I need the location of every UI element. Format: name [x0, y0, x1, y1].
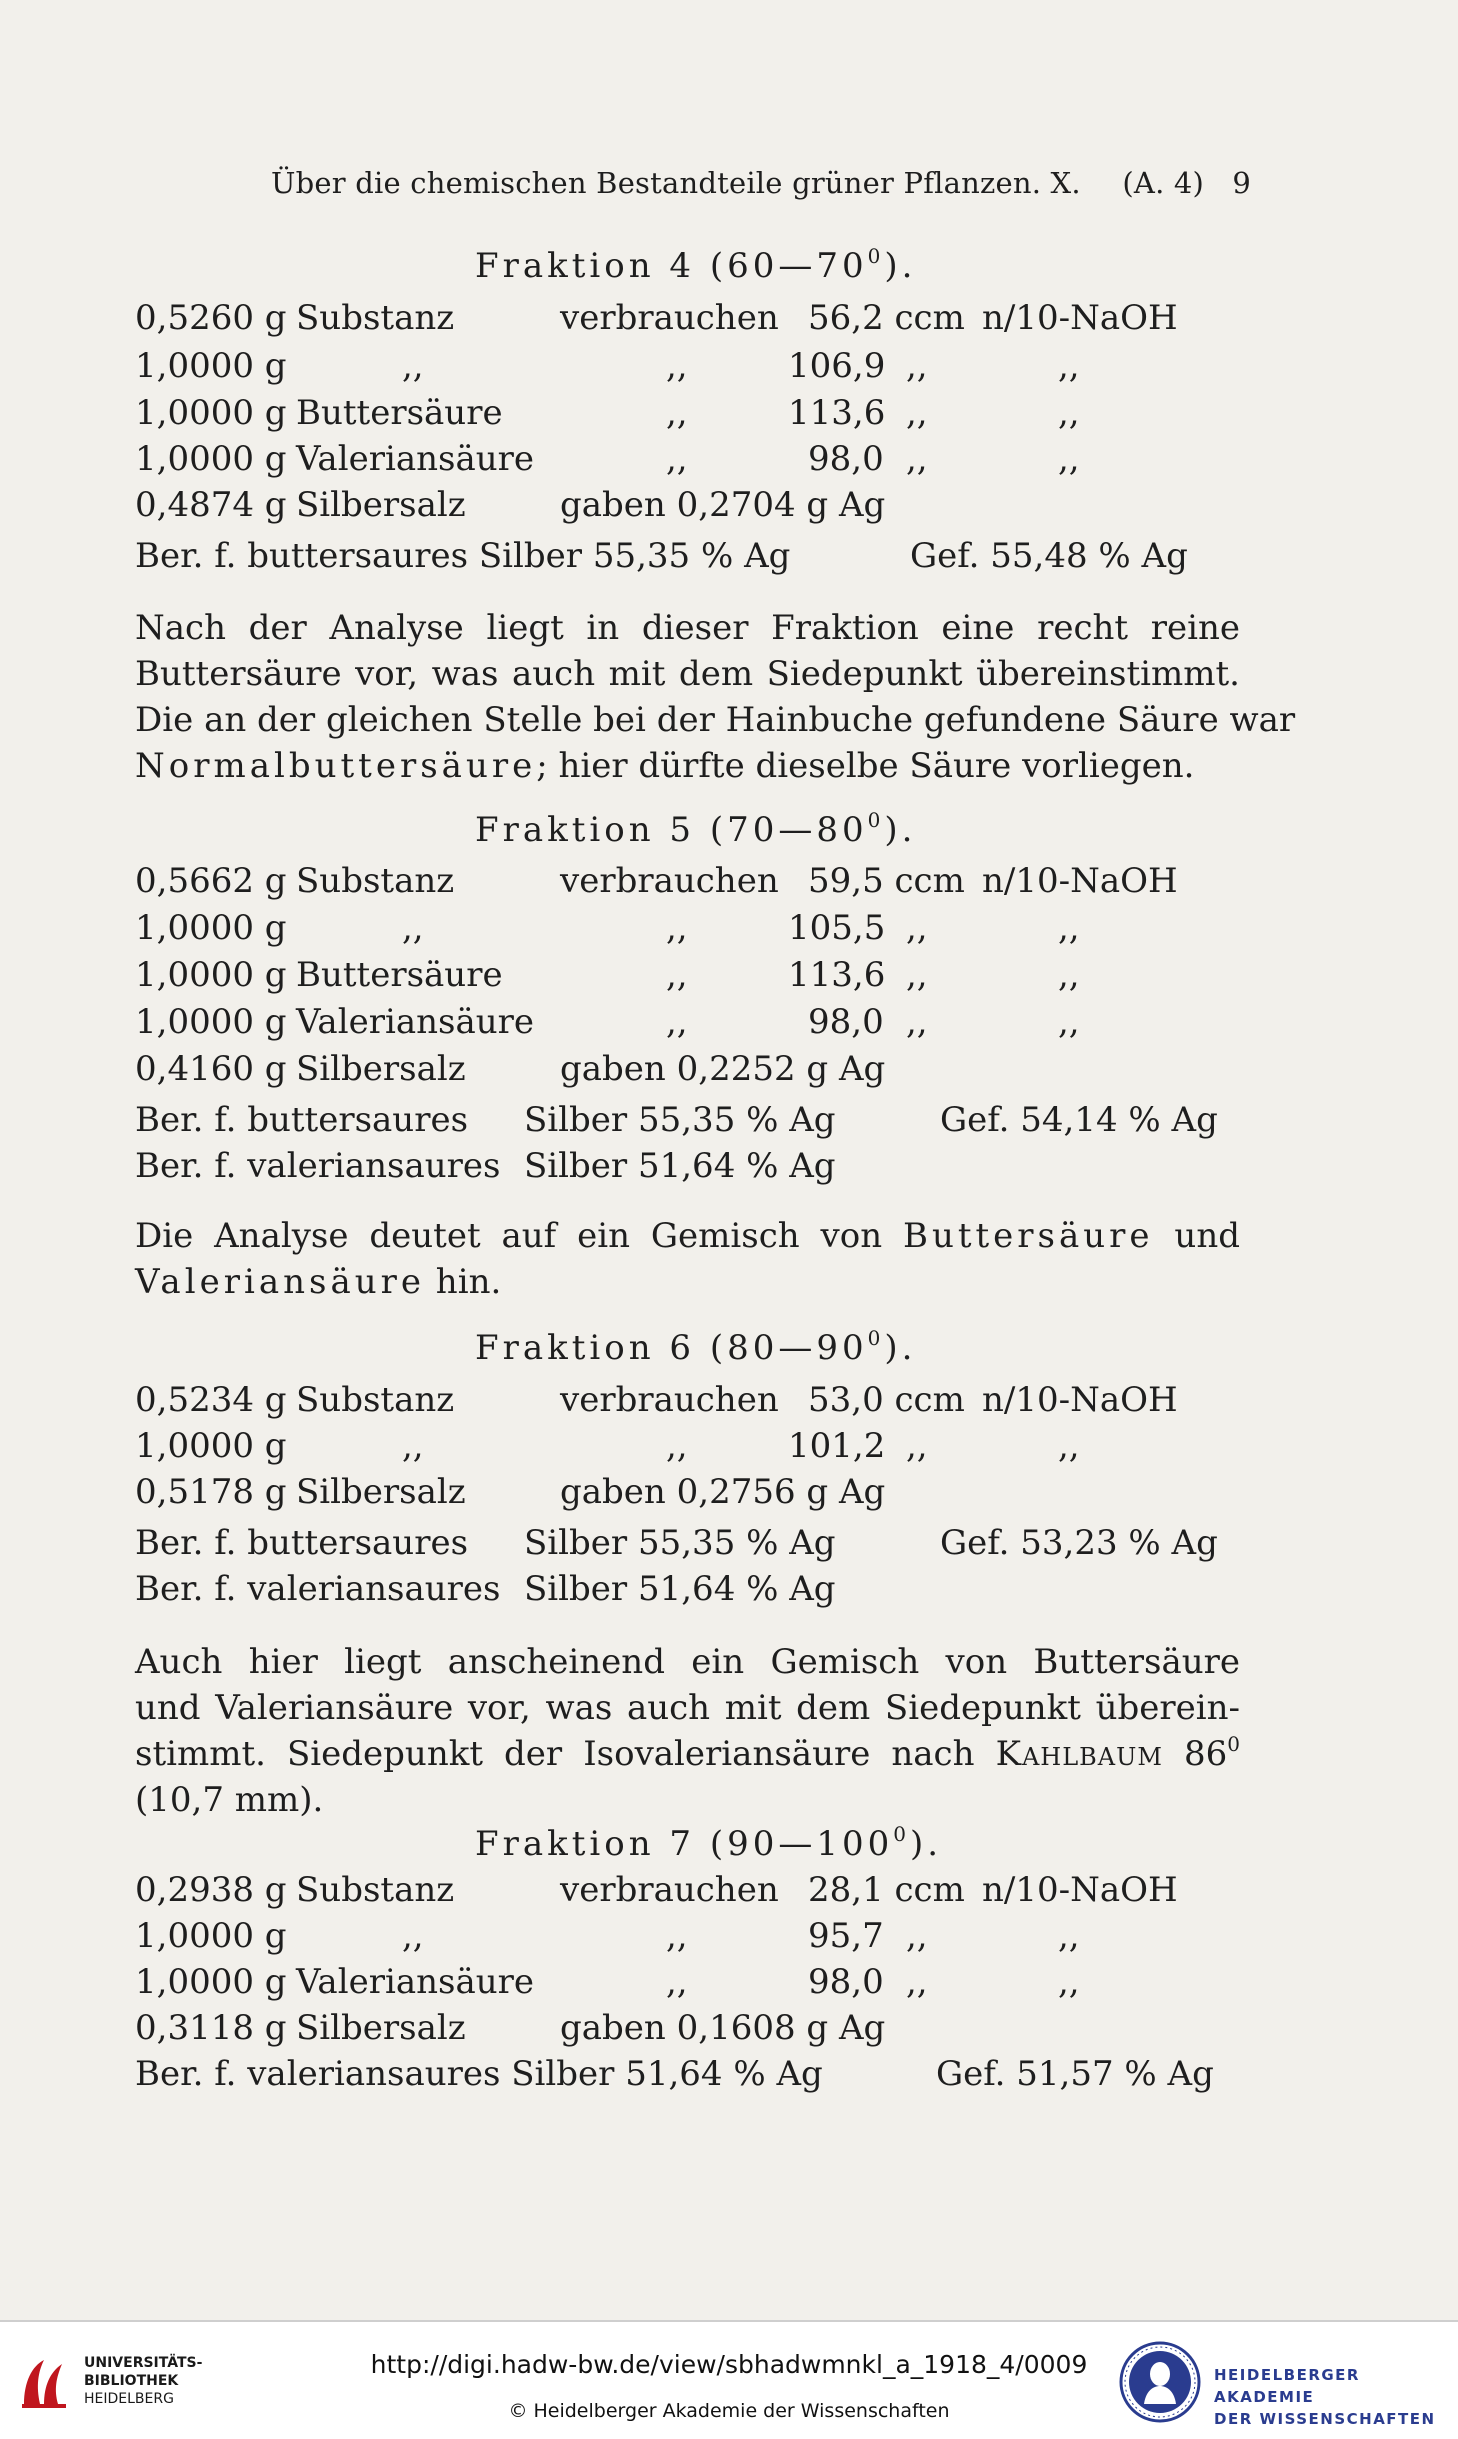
paragraph-3 [135, 1639, 1240, 1823]
table-row-weight: 1,0000 g [135, 955, 287, 995]
page-number: 9 [1232, 166, 1251, 200]
table-row-weight: 1,0000 g [135, 908, 287, 948]
table-row-ditto: ,, [1058, 439, 1080, 479]
table-row-substance: Silbersalz [296, 1049, 466, 1089]
table-row-amount: 98,0 [808, 1002, 884, 1042]
calculated-value: Silber 55,35 % Ag [524, 1523, 836, 1563]
header-ref: (A. 4) [1122, 166, 1205, 200]
calculated-label: Ber. f. buttersaures [135, 1100, 469, 1140]
table-row-ditto: ,, [906, 1962, 928, 2002]
table-row-ditto: ,, [906, 393, 928, 433]
text-line: und Valeriansäure vor, was auch mit dem Siedepunkt überein- [135, 1688, 1240, 1728]
digitization-footer [0, 2320, 1458, 2439]
table-row-ditto: ,, [1058, 1426, 1080, 1466]
fraction-6-heading: Fraktion 6 $(80—90^0)$. [475, 1326, 917, 1368]
fraction-7-heading: Fraktion 7 $(90—100^0)$. [475, 1822, 943, 1864]
table-row-substance: Buttersäure [296, 393, 503, 433]
table-row-amount: 28,1 ccm [808, 1870, 965, 1910]
table-row-ditto: ,, [1058, 393, 1080, 433]
permalink[interactable]: http://digi.hadw-bw.de/view/sbhadwmnkl_a_1918_4/0009 [370, 2350, 1088, 2379]
table-row-ditto: ,, [666, 908, 688, 948]
table-row-reagent: n/10-NaOH [982, 1870, 1178, 1910]
table-row-weight: 0,3118 g [135, 2008, 287, 2048]
table-row-weight: 0,4874 g [135, 485, 287, 525]
table-row-amount: 56,2 ccm [808, 298, 965, 338]
paragraph-1 [135, 605, 1296, 789]
table-row-ditto: ,, [402, 1916, 424, 1956]
table-row-substance: Valeriansäure [296, 1002, 534, 1042]
table-row-ditto: ,, [1058, 908, 1080, 948]
calculated-value: Ber. f. buttersaures Silber 55,35 % Ag [135, 536, 791, 576]
text-line: Valeriansäure hin. [135, 1262, 502, 1302]
paragraph-2 [135, 1213, 1240, 1305]
text-line: Normalbuttersäure; hier dürfte dieselbe Säure vorliegen. [135, 746, 1195, 786]
table-row-substance: Valeriansäure [296, 1962, 534, 2002]
table-row-weight: 1,0000 g [135, 439, 287, 479]
text-line: Nach der Analyse liegt in dieser Fraktion eine recht reine [135, 608, 1240, 648]
found-value: Gef. 53,23 % Ag [940, 1523, 1218, 1563]
text-line: (10,7 mm). [135, 1780, 324, 1820]
table-row-ditto: ,, [906, 1002, 928, 1042]
table-row-verb: verbrauchen [560, 1870, 779, 1910]
table-row-ditto: ,, [666, 1916, 688, 1956]
table-row-substance: Silbersalz [296, 2008, 466, 2048]
table-row-reagent: n/10-NaOH [982, 298, 1178, 338]
table-row-amount: 95,7 [808, 1916, 884, 1956]
table-row-weight: 0,2938 g [135, 1870, 287, 1910]
found-value: Gef. 51,57 % Ag [936, 2054, 1214, 2094]
table-row-weight: 0,5662 g [135, 861, 287, 901]
calculated-value: Silber 51,64 % Ag [524, 1569, 836, 1609]
table-row-weight: 1,0000 g [135, 1962, 287, 2002]
table-row-weight: 0,5178 g [135, 1472, 287, 1512]
table-row-substance: Substanz [296, 298, 455, 338]
calculated-value: Silber 51,64 % Ag [524, 1146, 836, 1186]
table-row-reagent: n/10-NaOH [982, 1380, 1178, 1420]
table-row-ditto: ,, [666, 393, 688, 433]
table-row-substance: Valeriansäure [296, 439, 534, 479]
table-row-substance: Substanz [296, 1870, 455, 1910]
table-row-substance: Buttersäure [296, 955, 503, 995]
emphasized-term: Buttersäure [902, 1216, 1154, 1256]
table-row-weight: 1,0000 g [135, 1426, 287, 1466]
table-row-weight: 0,4160 g [135, 1049, 287, 1089]
calculated-label: Ber. f. valeriansaures [135, 1146, 501, 1186]
calculated-label: Ber. f. buttersaures [135, 1523, 469, 1563]
text-line: Buttersäure vor, was auch mit dem Siedepunkt übereinstimmt. [135, 654, 1240, 694]
table-row-ditto: ,, [1058, 1002, 1080, 1042]
table-row-ditto: ,, [906, 1426, 928, 1466]
university-library-name: UNIVERSITÄTS- BIBLIOTHEK HEIDELBERG [84, 2355, 203, 2407]
table-row-substance: Silbersalz [296, 1472, 466, 1512]
table-row-result: gaben 0,2704 g Ag [560, 485, 886, 525]
table-row-result: gaben 0,2252 g Ag [560, 1049, 886, 1089]
text-line: stimmt. Siedepunkt der Isovaleriansäure nach Kahlbaum $86^0$ [135, 1732, 1240, 1774]
table-row-result: gaben 0,2756 g Ag [560, 1472, 886, 1512]
calculated-value: Ber. f. valeriansaures Silber 51,64 % Ag [135, 2054, 823, 2094]
table-row-ditto: ,, [906, 1916, 928, 1956]
table-row-ditto: ,, [666, 346, 688, 386]
table-row-weight: 1,0000 g [135, 1916, 287, 1956]
table-row-ditto: ,, [1058, 1962, 1080, 2002]
table-row-ditto: ,, [402, 346, 424, 386]
text-line: Die an der gleichen Stelle bei der Hainbuche gefundene Säure war [135, 700, 1296, 740]
emphasized-term: Normalbuttersäure [135, 746, 537, 786]
table-row-amount: 98,0 [808, 1962, 884, 2002]
table-row-ditto: ,, [402, 1426, 424, 1466]
found-value: Gef. 54,14 % Ag [940, 1100, 1218, 1140]
table-row-weight: 1,0000 g [135, 393, 287, 433]
table-row-weight: 0,5234 g [135, 1380, 287, 1420]
table-row-ditto: ,, [666, 439, 688, 479]
fraction-4-heading: Fraktion 4 $(60—70^0)$. [475, 244, 917, 286]
author-name: Kahlbaum [995, 1734, 1163, 1774]
table-row-ditto: ,, [1058, 346, 1080, 386]
table-row-weight: 1,0000 g [135, 346, 287, 386]
table-row-substance: Substanz [296, 1380, 455, 1420]
copyright-notice: © Heidelberger Akademie der Wissenschaften [508, 2400, 950, 2422]
fraction-5-heading: Fraktion 5 $(70—80^0)$. [475, 808, 917, 850]
table-row-amount: 53,0 ccm [808, 1380, 965, 1420]
table-row-reagent: n/10-NaOH [982, 861, 1178, 901]
table-row-ditto: ,, [906, 346, 928, 386]
table-row-weight: 1,0000 g [135, 1002, 287, 1042]
table-row-ditto: ,, [1058, 1916, 1080, 1956]
table-row-ditto: ,, [906, 955, 928, 995]
table-row-ditto: ,, [666, 1002, 688, 1042]
found-value: Gef. 55,48 % Ag [910, 536, 1188, 576]
header-ref-and-page [1122, 166, 1251, 200]
table-row-ditto: ,, [666, 955, 688, 995]
table-row-weight: 0,5260 g [135, 298, 287, 338]
text-line: Die Analyse deutet auf ein Gemisch von Buttersäure und [135, 1216, 1240, 1256]
table-row-amount: 105,5 [788, 908, 886, 948]
table-row-amount: 59,5 ccm [808, 861, 965, 901]
table-row-ditto: ,, [402, 908, 424, 948]
table-row-ditto: ,, [666, 1426, 688, 1466]
calculated-value: Silber 55,35 % Ag [524, 1100, 836, 1140]
table-row-substance: Substanz [296, 861, 455, 901]
table-row-verb: verbrauchen [560, 298, 779, 338]
academy-name: HEIDELBERGER AKADEMIE DER WISSENSCHAFTEN [1214, 2366, 1436, 2428]
table-row-ditto: ,, [906, 439, 928, 479]
table-row-amount: 106,9 [788, 346, 886, 386]
table-row-ditto: ,, [1058, 955, 1080, 995]
academy-seal-icon [1118, 2340, 1202, 2424]
table-row-amount: 98,0 [808, 439, 884, 479]
table-row-ditto: ,, [906, 908, 928, 948]
table-row-verb: verbrauchen [560, 1380, 779, 1420]
table-row-result: gaben 0,1608 g Ag [560, 2008, 886, 2048]
table-row-amount: 113,6 [788, 393, 886, 433]
table-row-amount: 113,6 [788, 955, 886, 995]
text-line: Auch hier liegt anscheinend ein Gemisch von Buttersäure [135, 1642, 1240, 1682]
table-row-ditto: ,, [666, 1962, 688, 2002]
table-row-amount: 101,2 [788, 1426, 886, 1466]
table-row-substance: Silbersalz [296, 485, 466, 525]
emphasized-term: Valeriansäure [135, 1262, 425, 1302]
calculated-label: Ber. f. valeriansaures [135, 1569, 501, 1609]
header-title: Über die chemischen Bestandteile grüner Pflanzen. X. [271, 166, 1081, 200]
table-row-verb: verbrauchen [560, 861, 779, 901]
